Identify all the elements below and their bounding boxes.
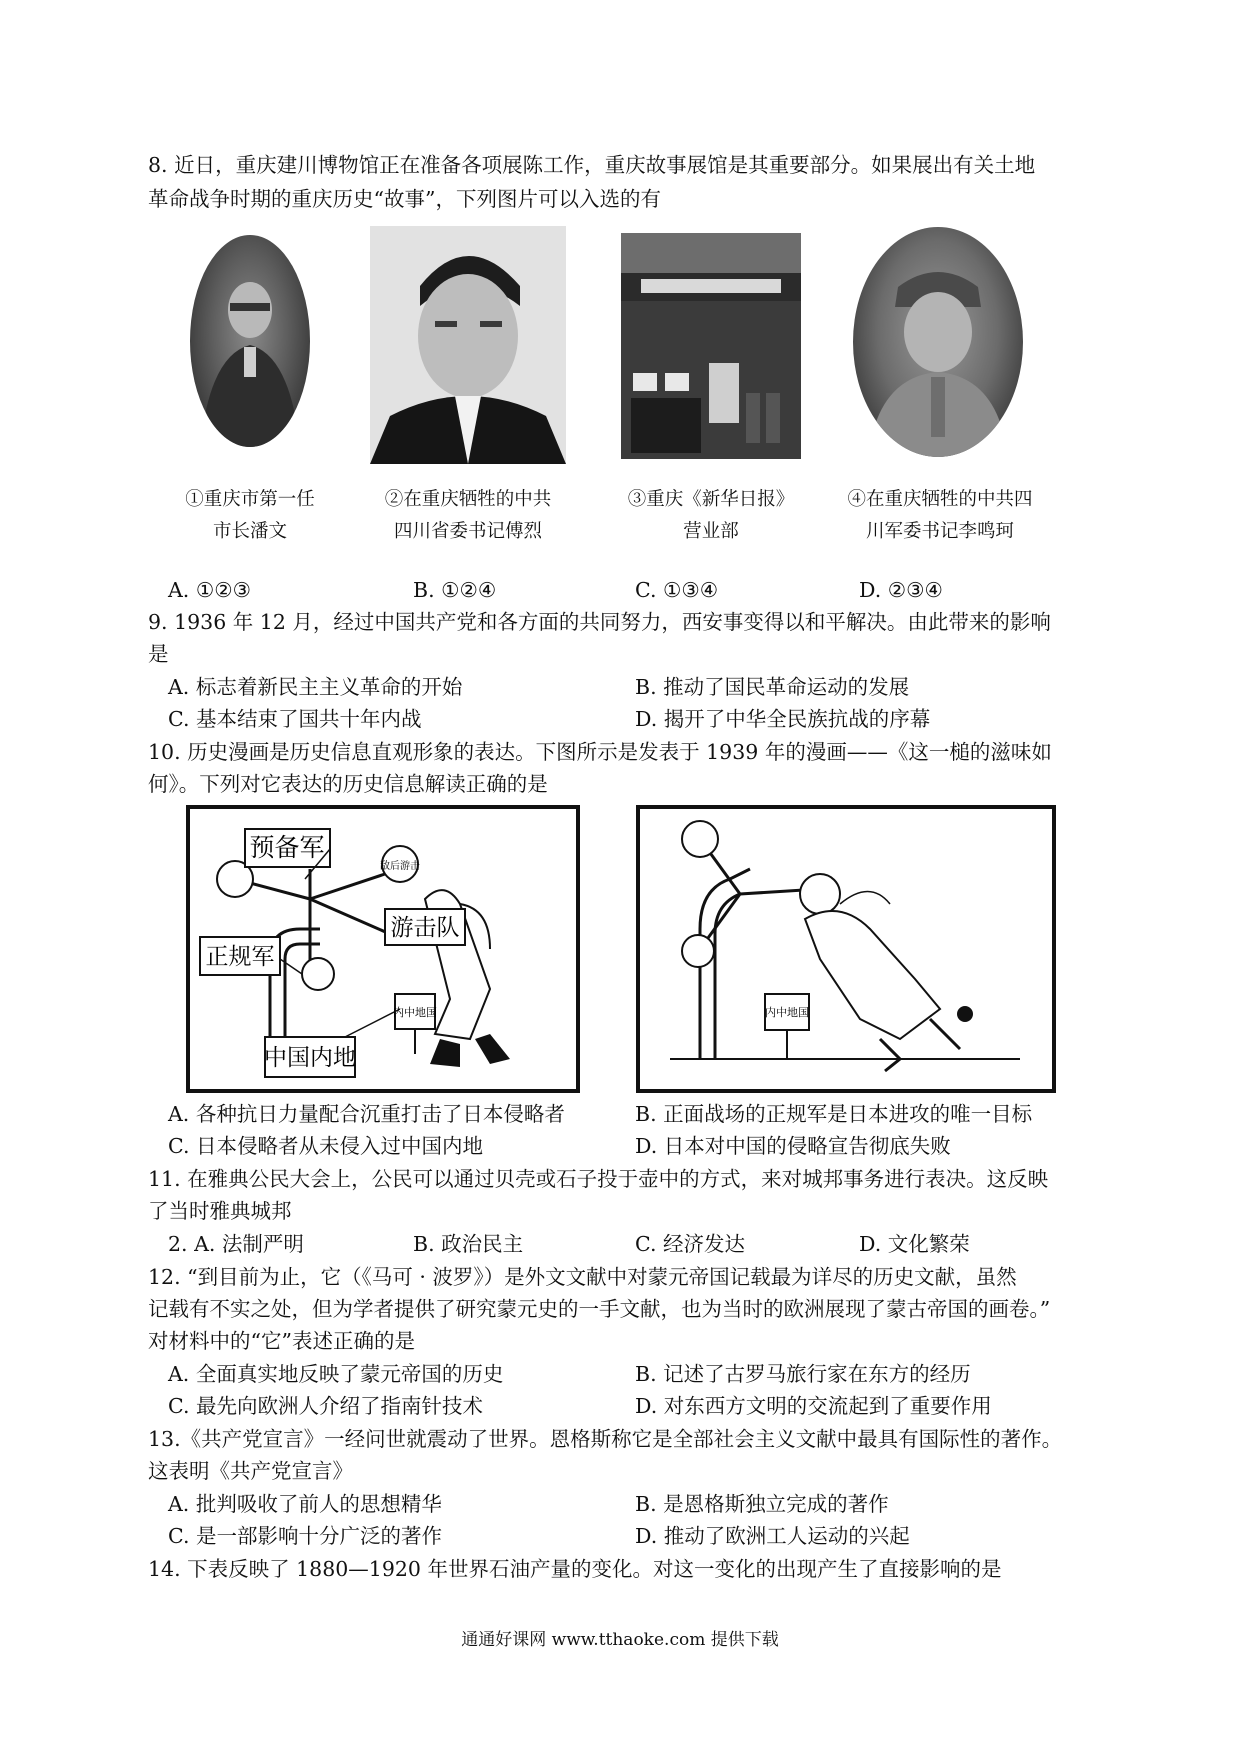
q12-option-a: A. 全面真实地反映了蒙元帝国的历史 <box>168 1362 504 1386</box>
cartoon-2-drawing <box>640 809 1052 1089</box>
q10-stem-line1: 10. 历史漫画是历史信息直观形象的表达。下图所示是发表于 1939 年的漫画——《这一槌的滋味如 <box>148 740 1052 764</box>
q10-option-b: B. 正面战场的正规军是日本进攻的唯一目标 <box>635 1102 1033 1126</box>
q9-stem-line1: 9. 1936 年 12 月，经过中国共产党和各方面的共同努力，西安事变得以和平解决。由此带来的影响 <box>148 610 1051 634</box>
label-reserve: 预备军 <box>249 833 325 862</box>
photo-li-mingke <box>853 227 1023 457</box>
label-sign-2: 内中地国 <box>765 1006 809 1019</box>
caption-3-line1: ③重庆《新华日报》 <box>627 489 795 510</box>
caption-1-line2: 市长潘文 <box>212 521 287 542</box>
q11-option-d: D. 文化繁荣 <box>859 1232 970 1256</box>
caption-4-line2: 川军委书记李鸣珂 <box>865 521 1014 542</box>
q14-stem-line1: 14. 下表反映了 1880—1920 年世界石油产量的变化。对这一变化的出现产生了直接影响的是 <box>148 1557 1002 1581</box>
label-regular: 正规军 <box>205 944 275 970</box>
q9-option-d: D. 揭开了中华全民族抗战的序幕 <box>635 707 931 731</box>
q13-option-a: A. 批判吸收了前人的思想精华 <box>168 1492 442 1516</box>
q12-option-d: D. 对东西方文明的交流起到了重要作用 <box>635 1394 992 1418</box>
q8-stem-line2: 革命战争时期的重庆历史“故事”，下列图片可以入选的有 <box>148 187 661 211</box>
q12-stem-line1: 12. “到目前为止，它（《马可 · 波罗》）是外文文献中对蒙元帝国记载最为详尽的历史文献，虽然 <box>148 1265 1017 1289</box>
photo-xinhua-daily-office <box>621 233 801 459</box>
caption-2-line2: 四川省委书记傅烈 <box>393 521 542 542</box>
photo-pan-wen <box>190 235 310 447</box>
q8-option-b: B. ①②④ <box>413 578 497 602</box>
q12-stem-line2: 记载有不实之处，但为学者提供了研究蒙元史的一手文献，也为当时的欧洲展现了蒙古帝国的画卷。” <box>148 1297 1051 1321</box>
q13-option-b: B. 是恩格斯独立完成的著作 <box>635 1492 889 1516</box>
q9-option-b: B. 推动了国民革命运动的发展 <box>635 675 910 699</box>
caption-1-line1: ①重庆市第一任 <box>185 489 315 510</box>
photo-fu-lie <box>370 226 566 464</box>
cartoon-panel-2 <box>636 805 1056 1093</box>
q13-option-c: C. 是一部影响十分广泛的著作 <box>168 1524 442 1548</box>
q8-option-d: D. ②③④ <box>859 578 943 602</box>
cartoon-panel-1 <box>186 805 580 1093</box>
q13-option-d: D. 推动了欧洲工人运动的兴起 <box>635 1524 910 1548</box>
cartoon-1-drawing <box>190 809 576 1089</box>
q11-option-b: B. 政治民主 <box>413 1232 524 1256</box>
q9-option-a: A. 标志着新民主主义革命的开始 <box>168 675 463 699</box>
q9-stem-line2: 是 <box>148 642 169 666</box>
q11-stem-line1: 11. 在雅典公民大会上，公民可以通过贝壳或石子投于壶中的方式，来对城邦事务进行表决。这反映 <box>148 1167 1049 1191</box>
label-enemy-rear: 敌后游击 <box>380 861 420 872</box>
q12-stem-line3: 对材料中的“它”表述正确的是 <box>148 1329 415 1353</box>
q10-stem-line2: 何》。下列对它表达的历史信息解读正确的是 <box>148 772 548 796</box>
q11-option-a: 2. A. 法制严明 <box>168 1232 304 1256</box>
caption-4-line1: ④在重庆牺牲的中共四 <box>847 489 1033 510</box>
q8-stem-line1: 8. 近日，重庆建川博物馆正在准备各项展陈工作，重庆故事展馆是其重要部分。如果展出有关土地 <box>148 153 1036 177</box>
caption-2-line1: ②在重庆牺牲的中共 <box>384 489 552 510</box>
q10-option-d: D. 日本对中国的侵略宣告彻底失败 <box>635 1134 951 1158</box>
q13-stem-line2: 这表明《共产党宣言》 <box>148 1459 353 1483</box>
label-inland: 中国内地 <box>264 1045 356 1071</box>
q8-option-c: C. ①③④ <box>635 578 719 602</box>
page-footer: 通通好课网 www.tthaoke.com 提供下载 <box>461 1630 779 1650</box>
caption-3-line2: 营业部 <box>683 521 739 542</box>
q8-option-a: A. ①②③ <box>168 578 251 602</box>
q12-option-b: B. 记述了古罗马旅行家在东方的经历 <box>635 1362 971 1386</box>
q11-stem-line2: 了当时雅典城邦 <box>148 1199 292 1223</box>
label-guerrilla: 游击队 <box>390 915 460 941</box>
label-inland-sign: 内中地国 <box>393 1006 437 1019</box>
q11-option-c: C. 经济发达 <box>635 1232 745 1256</box>
q9-option-c: C. 基本结束了国共十年内战 <box>168 707 422 731</box>
q12-option-c: C. 最先向欧洲人介绍了指南针技术 <box>168 1394 483 1418</box>
q10-option-c: C. 日本侵略者从未侵入过中国内地 <box>168 1134 483 1158</box>
q10-option-a: A. 各种抗日力量配合沉重打击了日本侵略者 <box>168 1102 565 1126</box>
q13-stem-line1: 13.《共产党宣言》一经问世就震动了世界。恩格斯称它是全部社会主义文献中最具有国际性的著作。 <box>148 1427 1063 1451</box>
